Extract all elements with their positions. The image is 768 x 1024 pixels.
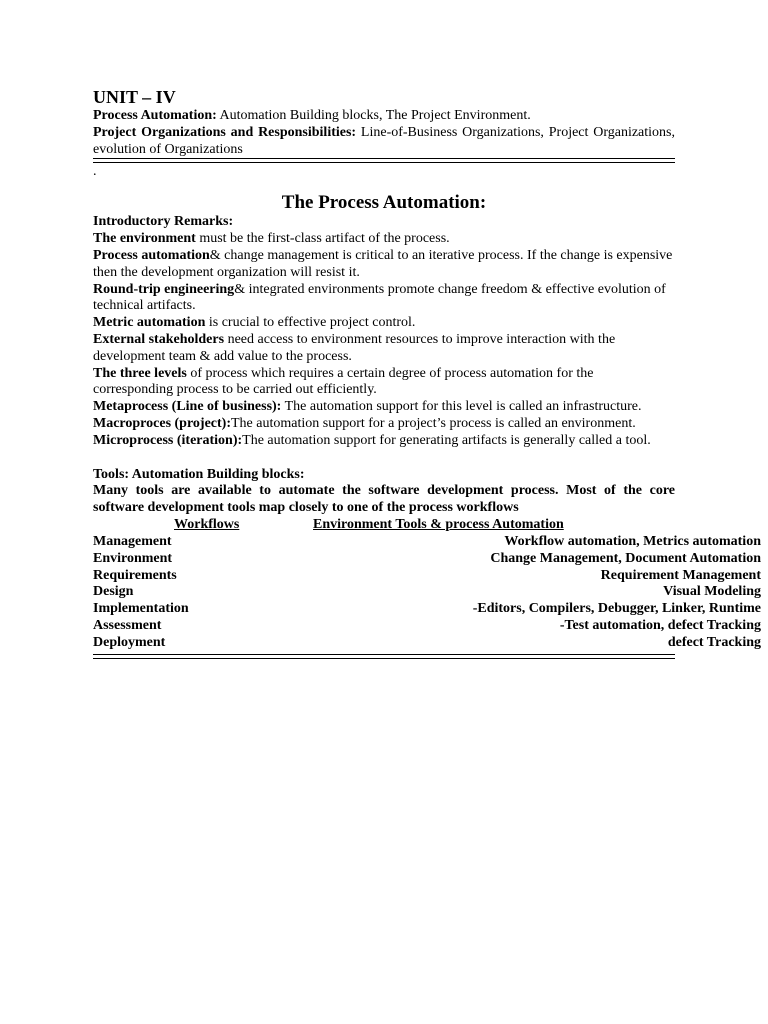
stray-dot: .	[93, 164, 97, 180]
remark-label: External stakeholders	[93, 331, 225, 347]
workflow-tools: Visual Modeling	[663, 584, 761, 600]
table-row	[93, 584, 761, 601]
remark-text: & change management is critical to an iterative process. If the change is expensive then the development organization will resist it.	[93, 247, 673, 280]
remark-environment	[93, 231, 675, 248]
unit-title: UNIT – IV	[93, 87, 176, 107]
remark-text: & integrated environments promote change freedom & effective evolution of technical artifacts.	[93, 281, 666, 314]
workflow-name: Management	[93, 533, 172, 549]
table-row	[93, 533, 761, 551]
remark-label: Round-trip engineering	[93, 281, 235, 297]
remark-text: The automation support for generating artifacts is generally called a tool.	[242, 432, 651, 448]
workflow-name: Design	[93, 584, 134, 600]
remark-macroprocess	[93, 416, 675, 433]
remark-label: Microprocess (iteration):	[93, 432, 243, 448]
syllabus-label: Process Automation:	[93, 108, 217, 123]
workflow-name: Requirements	[93, 567, 177, 583]
remark-text: of process which requires a certain degree of process automation for the corresponding process to be carried out efficiently.	[93, 365, 594, 398]
workflow-name: Implementation	[93, 601, 189, 617]
tools-intro: Many tools are available to automate the software development process. Most of the core software development tools map closely to one of the process workflows	[93, 483, 675, 516]
section-heading: The Process Automation:	[281, 192, 487, 214]
workflow-tools: Change Management, Document Automation	[490, 550, 761, 566]
intro-title: Introductory Remarks:	[93, 214, 234, 230]
workflow-tools: Requirement Management	[600, 567, 761, 583]
double-rule	[93, 654, 675, 659]
syllabus-text: Automation Building blocks, The Project Environment.	[216, 108, 531, 123]
syllabus-text: Line-of-Business Organizations, Project Organizations, evolution of Organizations	[93, 124, 676, 157]
remarks-list	[93, 231, 675, 449]
remark-label: Metaprocess (Line of business):	[93, 399, 282, 415]
tools-title: Tools: Automation Building blocks:	[93, 466, 305, 482]
remark-text: need access to environment resources to improve interaction with the development team & add value to the process.	[93, 331, 616, 364]
syllabus-line-process-automation	[93, 108, 675, 125]
column-header-tools: Environment Tools & process Automation	[313, 516, 564, 532]
syllabus-label: Project Organizations and Responsibilities:	[93, 124, 357, 140]
remark-text: is crucial to effective project control.	[205, 315, 416, 331]
remark-label: Process automation	[93, 247, 210, 263]
remark-label: The three levels	[93, 365, 187, 381]
table-row	[93, 550, 761, 568]
table-row	[93, 617, 761, 635]
workflow-name: Environment	[93, 550, 173, 566]
remark-round-trip	[93, 282, 675, 316]
workflow-tools: -Test automation, defect Tracking	[559, 617, 761, 633]
workflow-tools: -Editors, Compilers, Debugger, Linker, Runtime	[472, 601, 761, 617]
remark-label: The environment	[93, 231, 196, 247]
workflow-name: Assessment	[93, 617, 162, 633]
remark-label: Metric automation	[93, 315, 206, 331]
workflow-tools: defect Tracking	[667, 634, 761, 650]
remark-external-stakeholders	[93, 332, 675, 366]
remark-metaprocess	[93, 399, 675, 416]
column-header-workflows: Workflows	[174, 516, 240, 532]
table-row	[93, 567, 761, 585]
syllabus-line-project-organizations	[93, 125, 675, 159]
workflow-name: Deployment	[93, 634, 166, 650]
table-row	[93, 601, 761, 618]
remark-microprocess	[93, 433, 675, 450]
workflow-tools: Workflow automation, Metrics automation	[504, 533, 761, 549]
remark-text: The automation support for this level is called an infrastructure.	[281, 399, 642, 415]
table-row	[93, 634, 761, 652]
spacer	[93, 450, 675, 467]
remark-text: The automation support for a project’s process is called an environment.	[231, 415, 636, 431]
remark-metric-automation	[93, 315, 675, 332]
remark-process-automation	[93, 248, 675, 282]
remark-label: Macroproces (project):	[93, 415, 231, 431]
table-header	[93, 517, 675, 534]
workflow-table	[93, 533, 761, 652]
remark-text: must be the first-class artifact of the process.	[195, 231, 450, 247]
double-rule	[93, 158, 675, 163]
document-page	[93, 86, 761, 659]
remark-three-levels	[93, 366, 675, 400]
